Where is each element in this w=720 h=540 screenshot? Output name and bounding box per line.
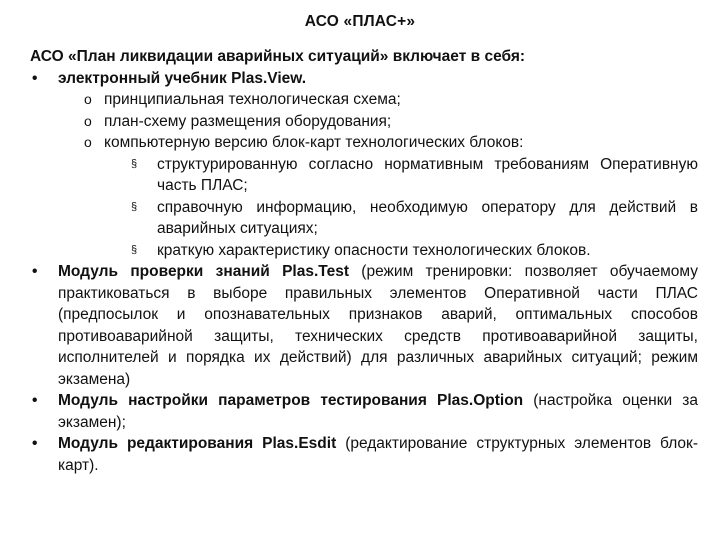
sub-list: [84, 89, 698, 261]
sub-item: [84, 89, 698, 111]
sub-sub-list: [130, 154, 698, 262]
sub-item: [84, 111, 698, 133]
sub-item-text: принципиальная технологическая схема;: [104, 91, 401, 108]
bullet-circle-icon: o: [84, 112, 92, 129]
main-list: [30, 68, 698, 477]
item-lead: Модуль проверки знаний Plas.Test: [58, 263, 349, 280]
sub-item-text: план-схему размещения оборудования;: [104, 112, 392, 130]
sub-item-text: компьютерную версию блок-карт технологических блоков:: [104, 134, 524, 151]
sub-sub-item: [130, 240, 698, 262]
list-item-plas-test: [30, 261, 698, 390]
bullet-circle-icon: o: [84, 91, 92, 107]
bullet-disc-icon: •: [32, 263, 38, 280]
sub-sub-item-text: справочную информацию, необходимую оператору для действий в аварийных ситуациях;: [157, 198, 698, 237]
list-item-plas-view: [30, 68, 698, 262]
item-lead: электронный учебник Plas.View.: [58, 69, 307, 87]
sub-item: [84, 132, 698, 261]
bullet-square-icon: §: [131, 243, 138, 256]
sub-sub-item: [130, 197, 698, 240]
item-rest: (редактирование структурных элементов блок-карт).: [58, 435, 698, 474]
bullet-disc-icon: •: [32, 392, 38, 409]
sub-sub-item-text: структурированную согласно нормативным требованиям Оперативную часть ПЛАС;: [157, 155, 698, 194]
bullet-circle-icon: o: [84, 134, 92, 150]
bullet-square-icon: §: [131, 200, 138, 213]
slide-title: АСО «ПЛАС+»: [304, 13, 416, 30]
item-rest: (режим тренировки: позволяет обучаемому практиковаться в выборе правильных элементов Оперативной части ПЛАС (предпосылок и опознавательных признаков аварий, оптимальных способов противоаварийной защиты, технических средств противоаварийной защиты, исполнителей и порядка их действий) для различных аварийных ситуаций; режим экзамена): [58, 263, 698, 388]
bullet-disc-icon: •: [32, 69, 38, 87]
bullet-square-icon: §: [131, 157, 138, 170]
bullet-disc-icon: •: [32, 435, 38, 452]
item-rest: (настройка оценки за экзамен);: [58, 392, 698, 431]
item-lead: Модуль редактирования Plas.Esdit: [58, 435, 337, 452]
sub-sub-item-text: краткую характеристику опасности технологических блоков.: [157, 241, 591, 259]
slide-body: [30, 46, 698, 476]
list-item-plas-esdit: [30, 433, 698, 476]
intro-text: АСО «План ликвидации аварийных ситуаций» включает в себя:: [30, 48, 526, 65]
sub-sub-item: [130, 154, 698, 197]
item-lead: Модуль настройки параметров тестирования Plas.Option: [58, 392, 524, 409]
list-item-plas-option: [30, 390, 698, 433]
